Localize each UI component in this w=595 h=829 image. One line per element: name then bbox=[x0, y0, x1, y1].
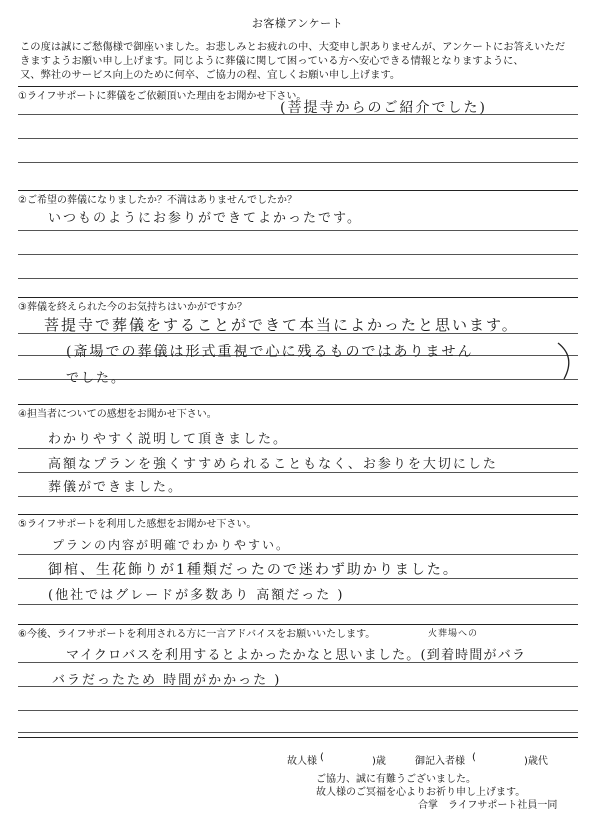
answer-6-line-2: バラだったため 時間がかかった ) bbox=[52, 673, 282, 688]
question-5-label: ⑤ライフサポートを利用した感想をお聞かせ下さい。 bbox=[18, 519, 257, 530]
answer-3-line-2: (斎場での葬儀は形式重視で心に残るものではありません bbox=[66, 344, 474, 360]
deceased-age-field[interactable]: )歳 bbox=[372, 756, 386, 767]
answer-4-line-3: 葬儀ができました。 bbox=[48, 480, 184, 495]
intro-line-2: きますようお願い申し上げます。同じように葬儀に関して困っている方へ安心できる情報となりますように、 bbox=[20, 55, 524, 67]
answer-6-line-1: マイクロバスを利用するとよかったかなと思いました。(到着時間がバラ bbox=[66, 648, 527, 663]
signature-text: 合掌 ライフサポート社員一同 bbox=[418, 800, 558, 811]
answer-5-line-2: 御棺、生花飾りが1種類だったので迷わず助かりました。 bbox=[48, 562, 459, 578]
answer-3-line-3: でした。 bbox=[66, 371, 127, 386]
thanks-text: ご協力、誠に有難うございました。 bbox=[316, 774, 476, 785]
answer-1-line-1: (菩提寺からのご紹介でした) bbox=[280, 100, 487, 116]
prayer-text: 故人様のご冥福を心よりお祈り申し上げます。 bbox=[316, 787, 526, 798]
intro-line-1: この度は誠にご愁傷様で御座いました。お悲しみとお疲れの中、大変申し訳ありませんが、アンケートにお答えいただ bbox=[20, 41, 566, 53]
closing-paren-stroke bbox=[554, 341, 578, 381]
answer-6-note: 火葬場への bbox=[428, 629, 479, 639]
answer-2-line-1: いつものようにお参りができてよかったです。 bbox=[48, 211, 362, 226]
question-1-label: ①ライフサポートに葬儀をご依頼頂いた理由をお聞かせ下さい。 bbox=[18, 91, 307, 102]
answer-4-line-2: 高額なプランを強くすすめられることもなく、お参りを大切にした bbox=[48, 457, 498, 472]
answer-5-line-1: プランの内容が明確でわかりやすい。 bbox=[52, 538, 291, 552]
answer-3-line-1: 菩提寺で葬儀をすることができて本当によかったと思います。 bbox=[44, 316, 519, 334]
answer-4-line-1: わかりやすく説明して頂きました。 bbox=[48, 432, 289, 447]
writer-paren-open: ( bbox=[472, 752, 476, 763]
question-6-label: ⑥今後、ライフサポートを利用される方に一言アドバイスをお願いいたします。 bbox=[18, 629, 376, 640]
writer-age-field[interactable]: )歳代 bbox=[524, 756, 548, 767]
intro-line-3: 又、弊社のサービス向上のために何卒、ご協力の程、宜しくお願い申し上げます。 bbox=[20, 69, 401, 81]
deceased-paren-open: ( bbox=[320, 752, 324, 763]
question-2-label: ②ご希望の葬儀になりましたか？不満はありませんでしたか？ bbox=[18, 195, 297, 206]
deceased-label: 故人様 bbox=[287, 756, 317, 767]
page-title: お客様アンケート bbox=[251, 17, 344, 30]
question-3-label: ③葬儀を終えられた今のお気持ちはいかがですか？ bbox=[18, 302, 247, 313]
answer-5-line-3: (他社ではグレードが多数あり 高額だった ) bbox=[48, 588, 345, 603]
question-4-label: ④担当者についての感想をお聞かせ下さい。 bbox=[18, 409, 217, 420]
writer-label: 御記入者様 bbox=[415, 756, 465, 767]
